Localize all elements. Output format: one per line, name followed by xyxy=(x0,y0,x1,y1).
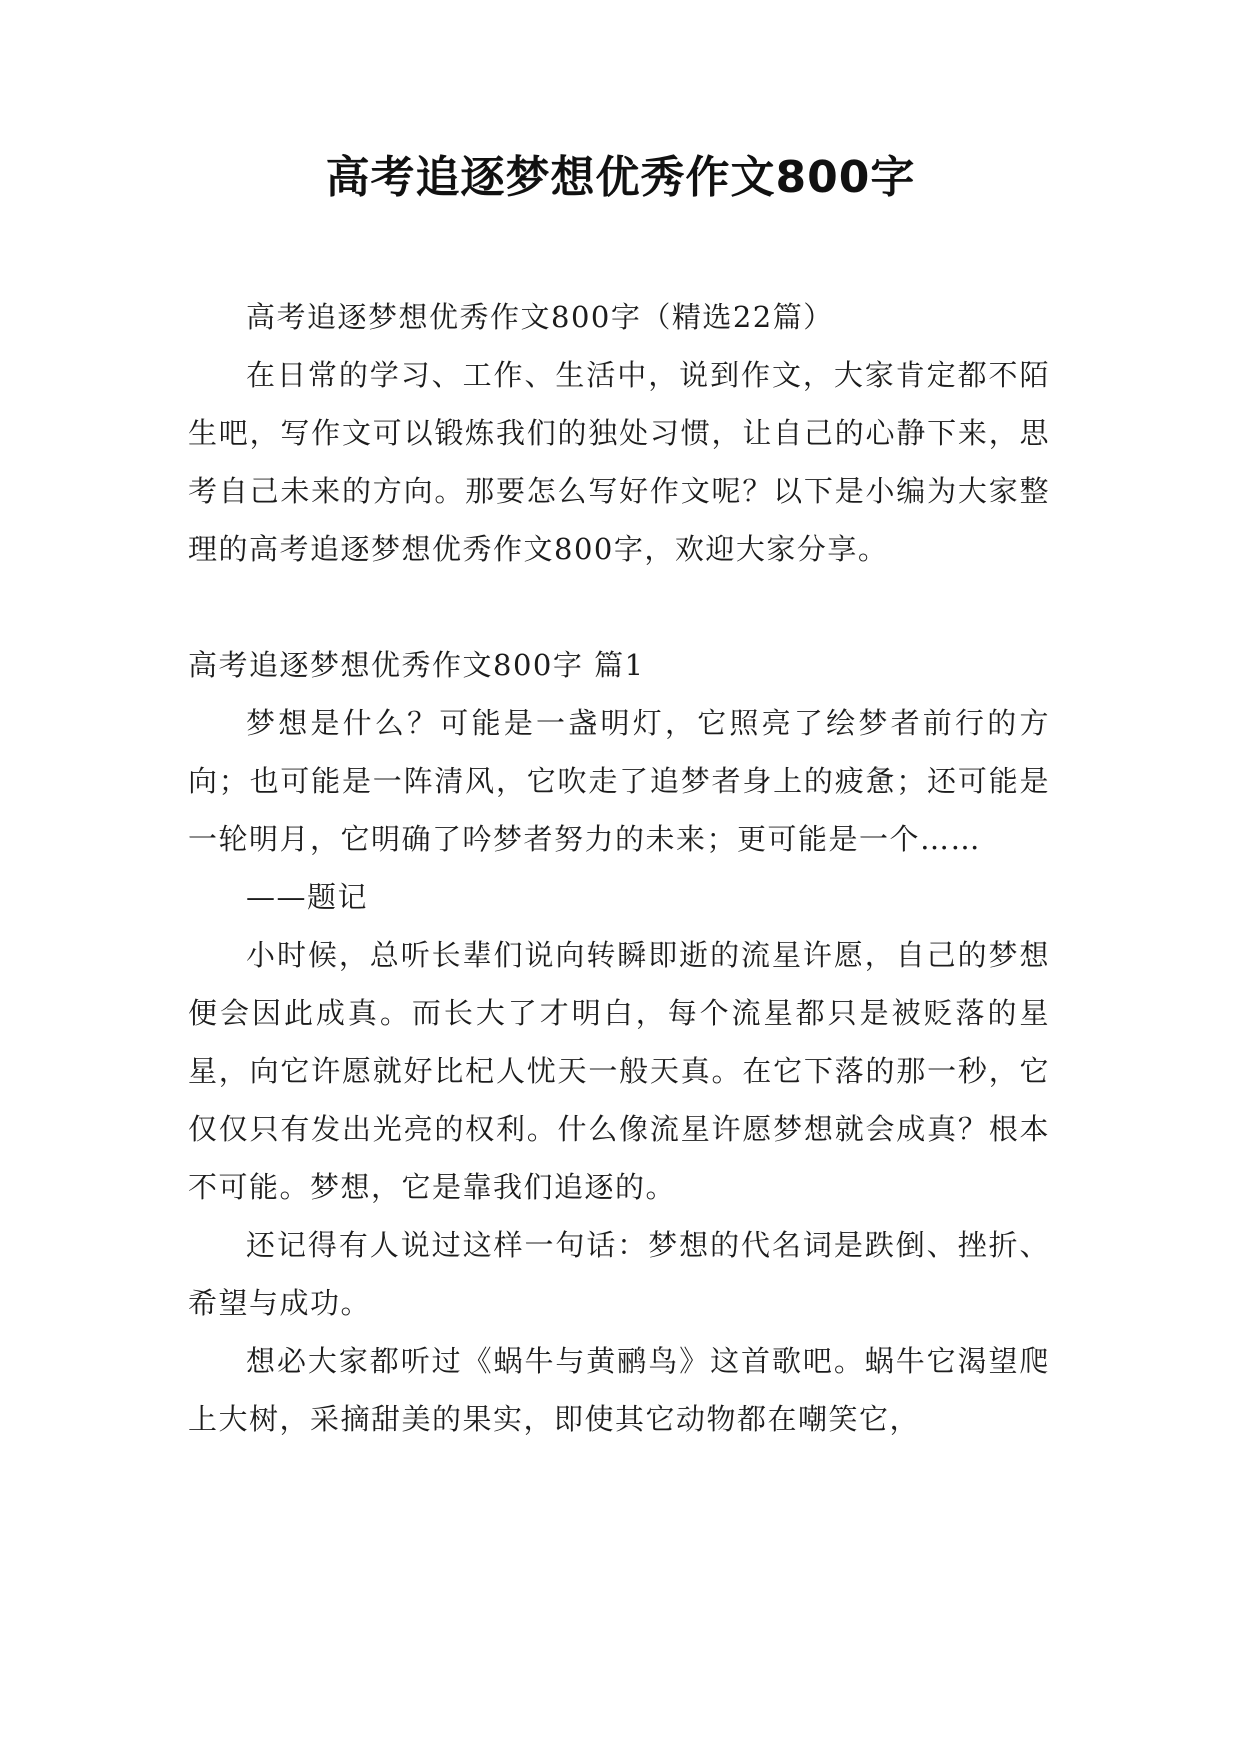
section-heading: 高考追逐梦想优秀作文800字 篇1 xyxy=(188,648,645,682)
body-paragraph-4: 想必大家都听过《蜗牛与黄鹂鸟》这首歌吧。蜗牛它渴望爬上大树，采摘甜美的果实，即使其它动物都在嘲笑它， xyxy=(188,1344,1050,1436)
body-paragraph-3: 还记得有人说过这样一句话：梦想的代名词是跌倒、挫折、希望与成功。 xyxy=(188,1228,1050,1320)
document-body xyxy=(188,288,1050,1448)
paragraph-gap xyxy=(188,578,1050,636)
intro-paragraph: 在日常的学习、工作、生活中，说到作文，大家肯定都不陌生吧，写作文可以锻炼我们的独处习惯，让自己的心静下来，思考自己未来的方向。那要怎么写好作文呢？以下是小编为大家整理的高考追逐梦想优秀作文800字，欢迎大家分享。 xyxy=(188,358,1050,566)
document-title: 高考追逐梦想优秀作文800字 xyxy=(325,152,916,203)
epigraph-attribution: ——题记 xyxy=(246,880,369,914)
subtitle-line: 高考追逐梦想优秀作文800字（精选22篇） xyxy=(246,300,834,334)
body-paragraph-1: 梦想是什么？可能是一盏明灯，它照亮了绘梦者前行的方向；也可能是一阵清风，它吹走了追梦者身上的疲惫；还可能是一轮明月，它明确了吟梦者努力的未来；更可能是一个…… xyxy=(188,706,1050,856)
body-paragraph-2: 小时候，总听长辈们说向转瞬即逝的流星许愿，自己的梦想便会因此成真。而长大了才明白，每个流星都只是被贬落的星星，向它许愿就好比杞人忧天一般天真。在它下落的那一秒，它仅仅只有发出光亮的权利。什么像流星许愿梦想就会成真？根本不可能。梦想，它是靠我们追逐的。 xyxy=(188,938,1050,1204)
